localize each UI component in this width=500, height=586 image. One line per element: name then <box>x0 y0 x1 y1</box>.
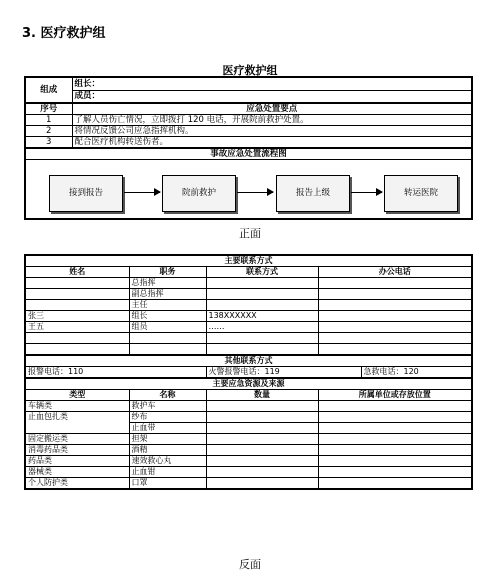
flow-step-transfer-hospital: 转运医院 <box>384 175 458 212</box>
back-side-label: 反面 <box>239 558 261 571</box>
point-text: 配合医疗机构转送伤者。 <box>72 137 472 149</box>
resource-header-location: 所属单位或存放位置 <box>318 390 472 401</box>
contact-phone: …… <box>206 322 318 333</box>
flow-arrow <box>124 192 160 193</box>
resource-quantity <box>206 478 318 490</box>
resource-type: 消毒药品类 <box>25 445 129 456</box>
contact-office <box>318 333 472 344</box>
contact-phone <box>206 300 318 311</box>
members-row: 成员： <box>72 90 472 103</box>
contacts-title: 主要联系方式 <box>25 255 472 267</box>
resource-location <box>318 478 472 490</box>
fire-phone: 火警报警电话：119 <box>206 367 361 379</box>
flow-arrow <box>351 192 382 193</box>
contact-office <box>318 278 472 289</box>
point-text: 了解人员伤亡情况，立即拨打 120 电话，开展院前救护处置。 <box>72 115 472 126</box>
resource-location <box>318 412 472 423</box>
contact-name: 王五 <box>25 322 129 333</box>
point-no: 3 <box>25 137 72 149</box>
resource-quantity <box>206 423 318 434</box>
back-card-table <box>24 254 473 490</box>
contact-name <box>25 278 129 289</box>
contact-row <box>25 300 472 311</box>
contact-role <box>129 344 206 356</box>
contact-phone <box>206 289 318 300</box>
contact-office <box>318 311 472 322</box>
contact-role: 总指挥 <box>129 278 206 289</box>
contact-name <box>25 289 129 300</box>
resource-location <box>318 467 472 478</box>
resource-row <box>25 445 472 456</box>
front-side-label: 正面 <box>239 227 261 240</box>
contact-role <box>129 333 206 344</box>
front-card-table <box>24 76 473 220</box>
resource-type: 止血包扎类 <box>25 412 129 434</box>
resource-location <box>318 445 472 456</box>
other-contacts-title: 其他联系方式 <box>25 355 472 367</box>
resource-name: 担架 <box>129 434 206 445</box>
flow-arrow <box>237 192 273 193</box>
point-no: 1 <box>25 115 72 126</box>
contact-office <box>318 344 472 356</box>
resource-row <box>25 412 472 423</box>
resource-row <box>25 456 472 467</box>
contact-row <box>25 311 472 322</box>
resource-location <box>318 423 472 434</box>
resource-header-quantity: 数量 <box>206 390 318 401</box>
resource-quantity <box>206 445 318 456</box>
contact-row <box>25 278 472 289</box>
resource-quantity <box>206 412 318 423</box>
flow-step-prehospital-care: 院前救护 <box>162 175 236 212</box>
resource-quantity <box>206 456 318 467</box>
resources-title: 主要应急资源及来源 <box>25 378 472 390</box>
resource-name: 止血带 <box>129 423 206 434</box>
flow-step-receive-report: 接到报告 <box>49 175 123 212</box>
contact-office <box>318 300 472 311</box>
contact-name <box>25 344 129 356</box>
resource-name: 酒精 <box>129 445 206 456</box>
resource-quantity <box>206 434 318 445</box>
contact-header-office: 办公电话 <box>318 267 472 278</box>
contact-row <box>25 289 472 300</box>
contact-header-name: 姓名 <box>25 267 129 278</box>
resource-name: 纱布 <box>129 412 206 423</box>
contact-phone <box>206 278 318 289</box>
contact-role: 副总指挥 <box>129 289 206 300</box>
composition-label: 组成 <box>25 77 72 103</box>
resource-quantity <box>206 467 318 478</box>
resource-type: 固定搬运类 <box>25 434 129 445</box>
resource-name: 救护车 <box>129 401 206 412</box>
resource-row <box>25 467 472 478</box>
resource-row <box>25 478 472 490</box>
resource-type: 器械类 <box>25 467 129 478</box>
seq-header: 序号 <box>25 103 72 115</box>
resource-location <box>318 401 472 412</box>
contact-role: 组长 <box>129 311 206 322</box>
resource-header-type: 类型 <box>25 390 129 401</box>
contact-name: 张三 <box>25 311 129 322</box>
resource-header-name: 名称 <box>129 390 206 401</box>
resource-row <box>25 401 472 412</box>
resource-type: 个人防护类 <box>25 478 129 490</box>
contact-phone <box>206 333 318 344</box>
leader-row: 组长： <box>72 77 472 90</box>
contact-header-contact: 联系方式 <box>206 267 318 278</box>
police-phone: 报警电话：110 <box>25 367 206 379</box>
contact-office <box>318 322 472 333</box>
points-header: 应急处置要点 <box>72 103 472 115</box>
contact-name <box>25 333 129 344</box>
contact-office <box>318 289 472 300</box>
contact-role: 组员 <box>129 322 206 333</box>
resource-row <box>25 434 472 445</box>
section-heading: 3. 医疗救护组 <box>22 26 106 41</box>
flow-step-report-superior: 报告上级 <box>276 175 350 212</box>
emergency-phone: 急救电话：120 <box>361 367 472 379</box>
point-text: 将情况反馈公司应急指挥机构。 <box>72 126 472 137</box>
front-card-title: 医疗救护组 <box>222 64 278 77</box>
resource-location <box>318 456 472 467</box>
contact-phone: 138XXXXXX <box>206 311 318 322</box>
resource-type: 药品类 <box>25 456 129 467</box>
contact-name <box>25 300 129 311</box>
flow-title: 事故应急处置流程图 <box>25 148 472 160</box>
resource-name: 口罩 <box>129 478 206 490</box>
contact-row <box>25 322 472 333</box>
contact-phone <box>206 344 318 356</box>
resource-type: 车辆类 <box>25 401 129 412</box>
resource-name: 止血钳 <box>129 467 206 478</box>
contact-row <box>25 344 472 356</box>
contact-row <box>25 333 472 344</box>
resource-quantity <box>206 401 318 412</box>
resource-location <box>318 434 472 445</box>
contact-role: 主任 <box>129 300 206 311</box>
point-no: 2 <box>25 126 72 137</box>
contact-header-role: 职务 <box>129 267 206 278</box>
resource-name: 速效救心丸 <box>129 456 206 467</box>
flow-diagram <box>25 160 472 220</box>
